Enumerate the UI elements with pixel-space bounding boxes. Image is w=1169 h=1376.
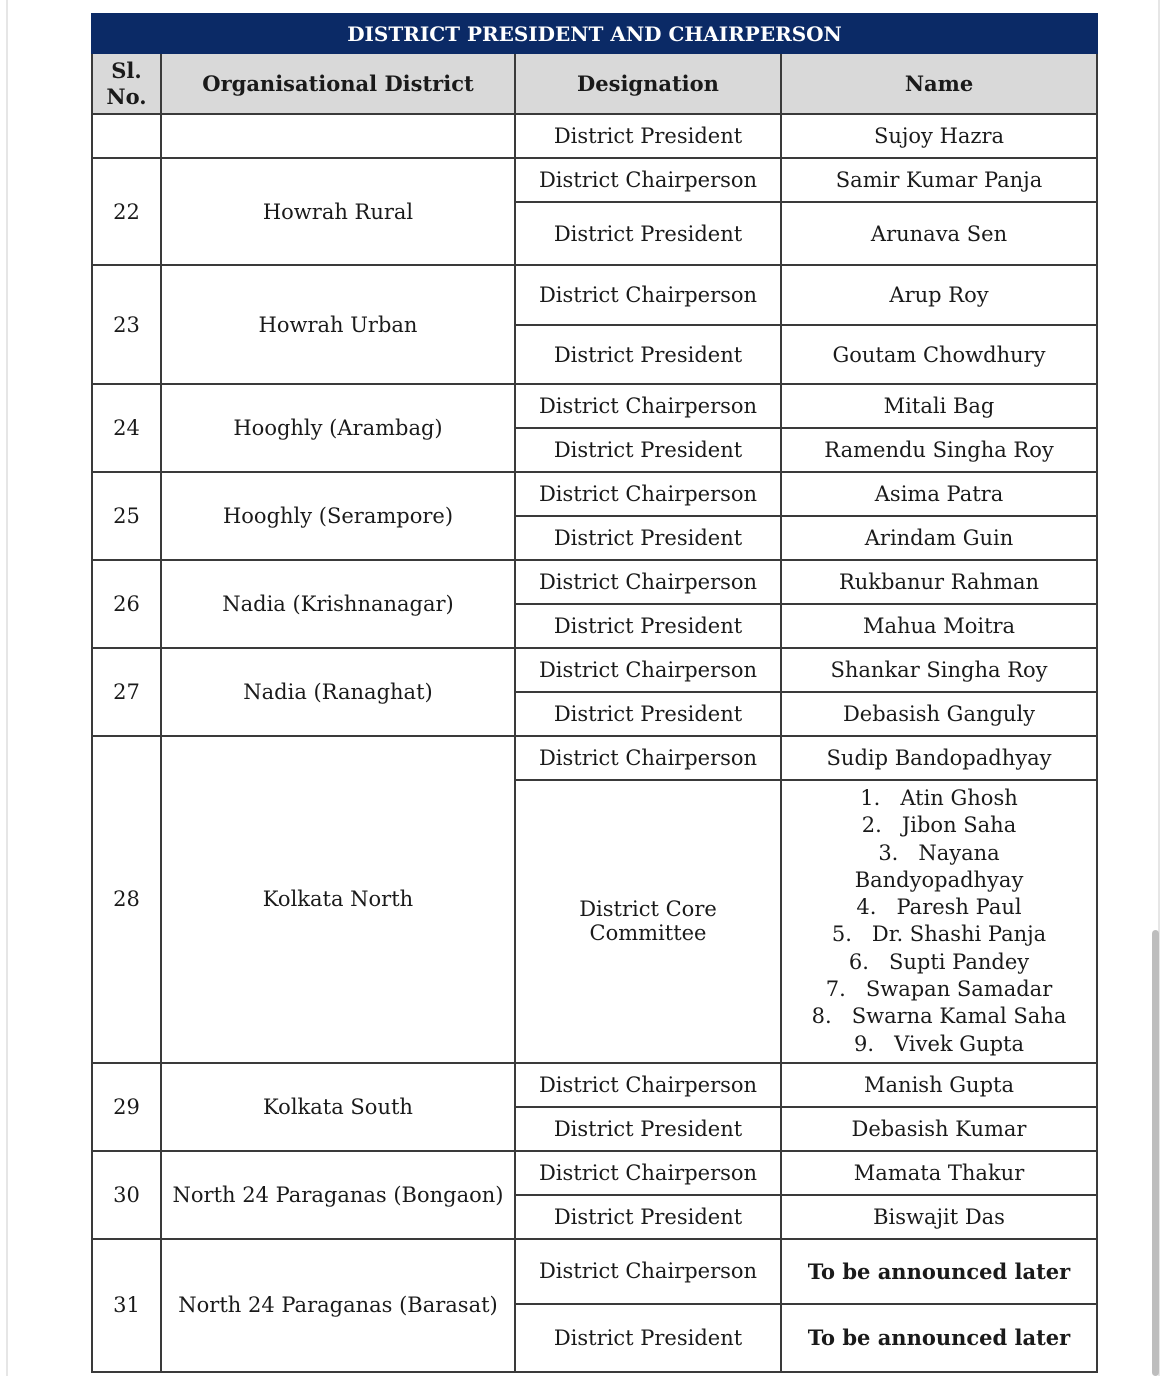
name-cell: Mitali Bag [781,384,1097,428]
sl-cell: 29 [92,1063,161,1151]
committee-member-line: 6. Supti Pandey [848,949,1030,974]
sl-cell: 28 [92,736,161,1063]
scrollbar-thumb[interactable] [1152,930,1159,1376]
table-row [92,158,1097,202]
sl-cell: 26 [92,560,161,648]
name-cell: Sujoy Hazra [781,114,1097,158]
committee-member-line: 1. Atin Ghosh [860,786,1018,810]
header-district: Organisational District [161,53,515,114]
sl-cell: 23 [92,265,161,384]
designation-cell: District President [515,1304,781,1372]
name-cell: Rukbanur Rahman [781,560,1097,604]
committee-member-line: 2. Jibon Saha [861,813,1017,838]
page-edge-left [6,0,8,1376]
name-cell: To be announced later [781,1239,1097,1304]
table-header-row [92,53,1097,114]
committee-members-cell [781,780,1097,1063]
committee-member-line: 5. Dr. Shashi Panja [831,922,1047,947]
name-cell: Asima Patra [781,472,1097,516]
district-cell: Hooghly (Serampore) [161,472,515,560]
district-cell: Nadia (Krishnanagar) [161,560,515,648]
sl-cell: 30 [92,1151,161,1239]
designation-cell: District Chairperson [515,736,781,780]
district-cell: Howrah Urban [161,265,515,384]
name-cell: Arindam Guin [781,516,1097,560]
district-cell: Howrah Rural [161,158,515,265]
sl-cell [92,114,161,158]
designation-cell: District President [515,1107,781,1151]
designation-cell: District President [515,114,781,158]
district-cell: Kolkata South [161,1063,515,1151]
document-sheet [91,13,1096,1373]
header-designation: Designation [515,53,781,114]
district-cell: Hooghly (Arambag) [161,384,515,472]
district-cell: Nadia (Ranaghat) [161,648,515,736]
name-cell: Sudip Bandopadhyay [781,736,1097,780]
designation-cell: District Chairperson [515,384,781,428]
designation-cell: District Core Committee [515,780,781,1063]
designation-cell: District Chairperson [515,1063,781,1107]
table-row [92,114,1097,158]
table-title: DISTRICT PRESIDENT AND CHAIRPERSON [92,14,1097,53]
committee-member-line: 9. Vivek Gupta [854,1031,1024,1056]
designation-cell: District Chairperson [515,472,781,516]
name-cell: Mahua Moitra [781,604,1097,648]
designation-cell: District President [515,604,781,648]
designation-cell: District Chairperson [515,265,781,325]
table-row [92,560,1097,604]
header-sl-no [92,53,161,114]
district-cell: North 24 Paraganas (Bongaon) [161,1151,515,1239]
name-cell: To be announced later [781,1304,1097,1372]
table-row [92,736,1097,780]
name-cell: Arup Roy [781,265,1097,325]
committee-member-line: 7. Swapan Samadar [825,977,1053,1002]
table-row [92,472,1097,516]
designation-cell: District President [515,325,781,384]
sl-cell: 25 [92,472,161,560]
designation-cell: District President [515,692,781,736]
table-title-row [92,14,1097,53]
table-row [92,648,1097,692]
name-cell: Arunava Sen [781,202,1097,265]
district-cell [161,114,515,158]
committee-member-line: 4. Paresh Paul [856,895,1022,920]
designation-cell: District Chairperson [515,158,781,202]
designation-cell: District Chairperson [515,1239,781,1304]
committee-member-line: Bandyopadhyay [854,867,1024,892]
table-row [92,1239,1097,1304]
district-cell: Kolkata North [161,736,515,1063]
sl-cell: 31 [92,1239,161,1372]
designation-cell: District President [515,428,781,472]
name-cell: Debasish Ganguly [781,692,1097,736]
committee-member-line: 3. Nayana [878,840,1000,865]
name-cell: Debasish Kumar [781,1107,1097,1151]
designation-cell: District Chairperson [515,560,781,604]
table-row [92,384,1097,428]
designation-cell: District President [515,516,781,560]
district-table [91,13,1098,1373]
designation-cell: District President [515,1195,781,1239]
committee-member-line: 8. Swarna Kamal Saha [811,1004,1067,1029]
header-name: Name [781,53,1097,114]
name-cell: Shankar Singha Roy [781,648,1097,692]
table-body [92,114,1097,1372]
header-sl-no-line2: No. [106,83,147,109]
name-cell: Samir Kumar Panja [781,158,1097,202]
committee-member-list [812,781,1067,1062]
designation-cell: District Chairperson [515,648,781,692]
name-cell: Ramendu Singha Roy [781,428,1097,472]
table-row [92,1151,1097,1195]
header-sl-no-line1: Sl. [111,57,142,83]
sl-cell: 27 [92,648,161,736]
designation-cell: District Chairperson [515,1151,781,1195]
sl-cell: 24 [92,384,161,472]
name-cell: Mamata Thakur [781,1151,1097,1195]
name-cell: Manish Gupta [781,1063,1097,1107]
table-row [92,265,1097,325]
name-cell: Goutam Chowdhury [781,325,1097,384]
designation-cell: District President [515,202,781,265]
sl-cell: 22 [92,158,161,265]
district-cell: North 24 Paraganas (Barasat) [161,1239,515,1372]
name-cell: Biswajit Das [781,1195,1097,1239]
table-row [92,1063,1097,1107]
